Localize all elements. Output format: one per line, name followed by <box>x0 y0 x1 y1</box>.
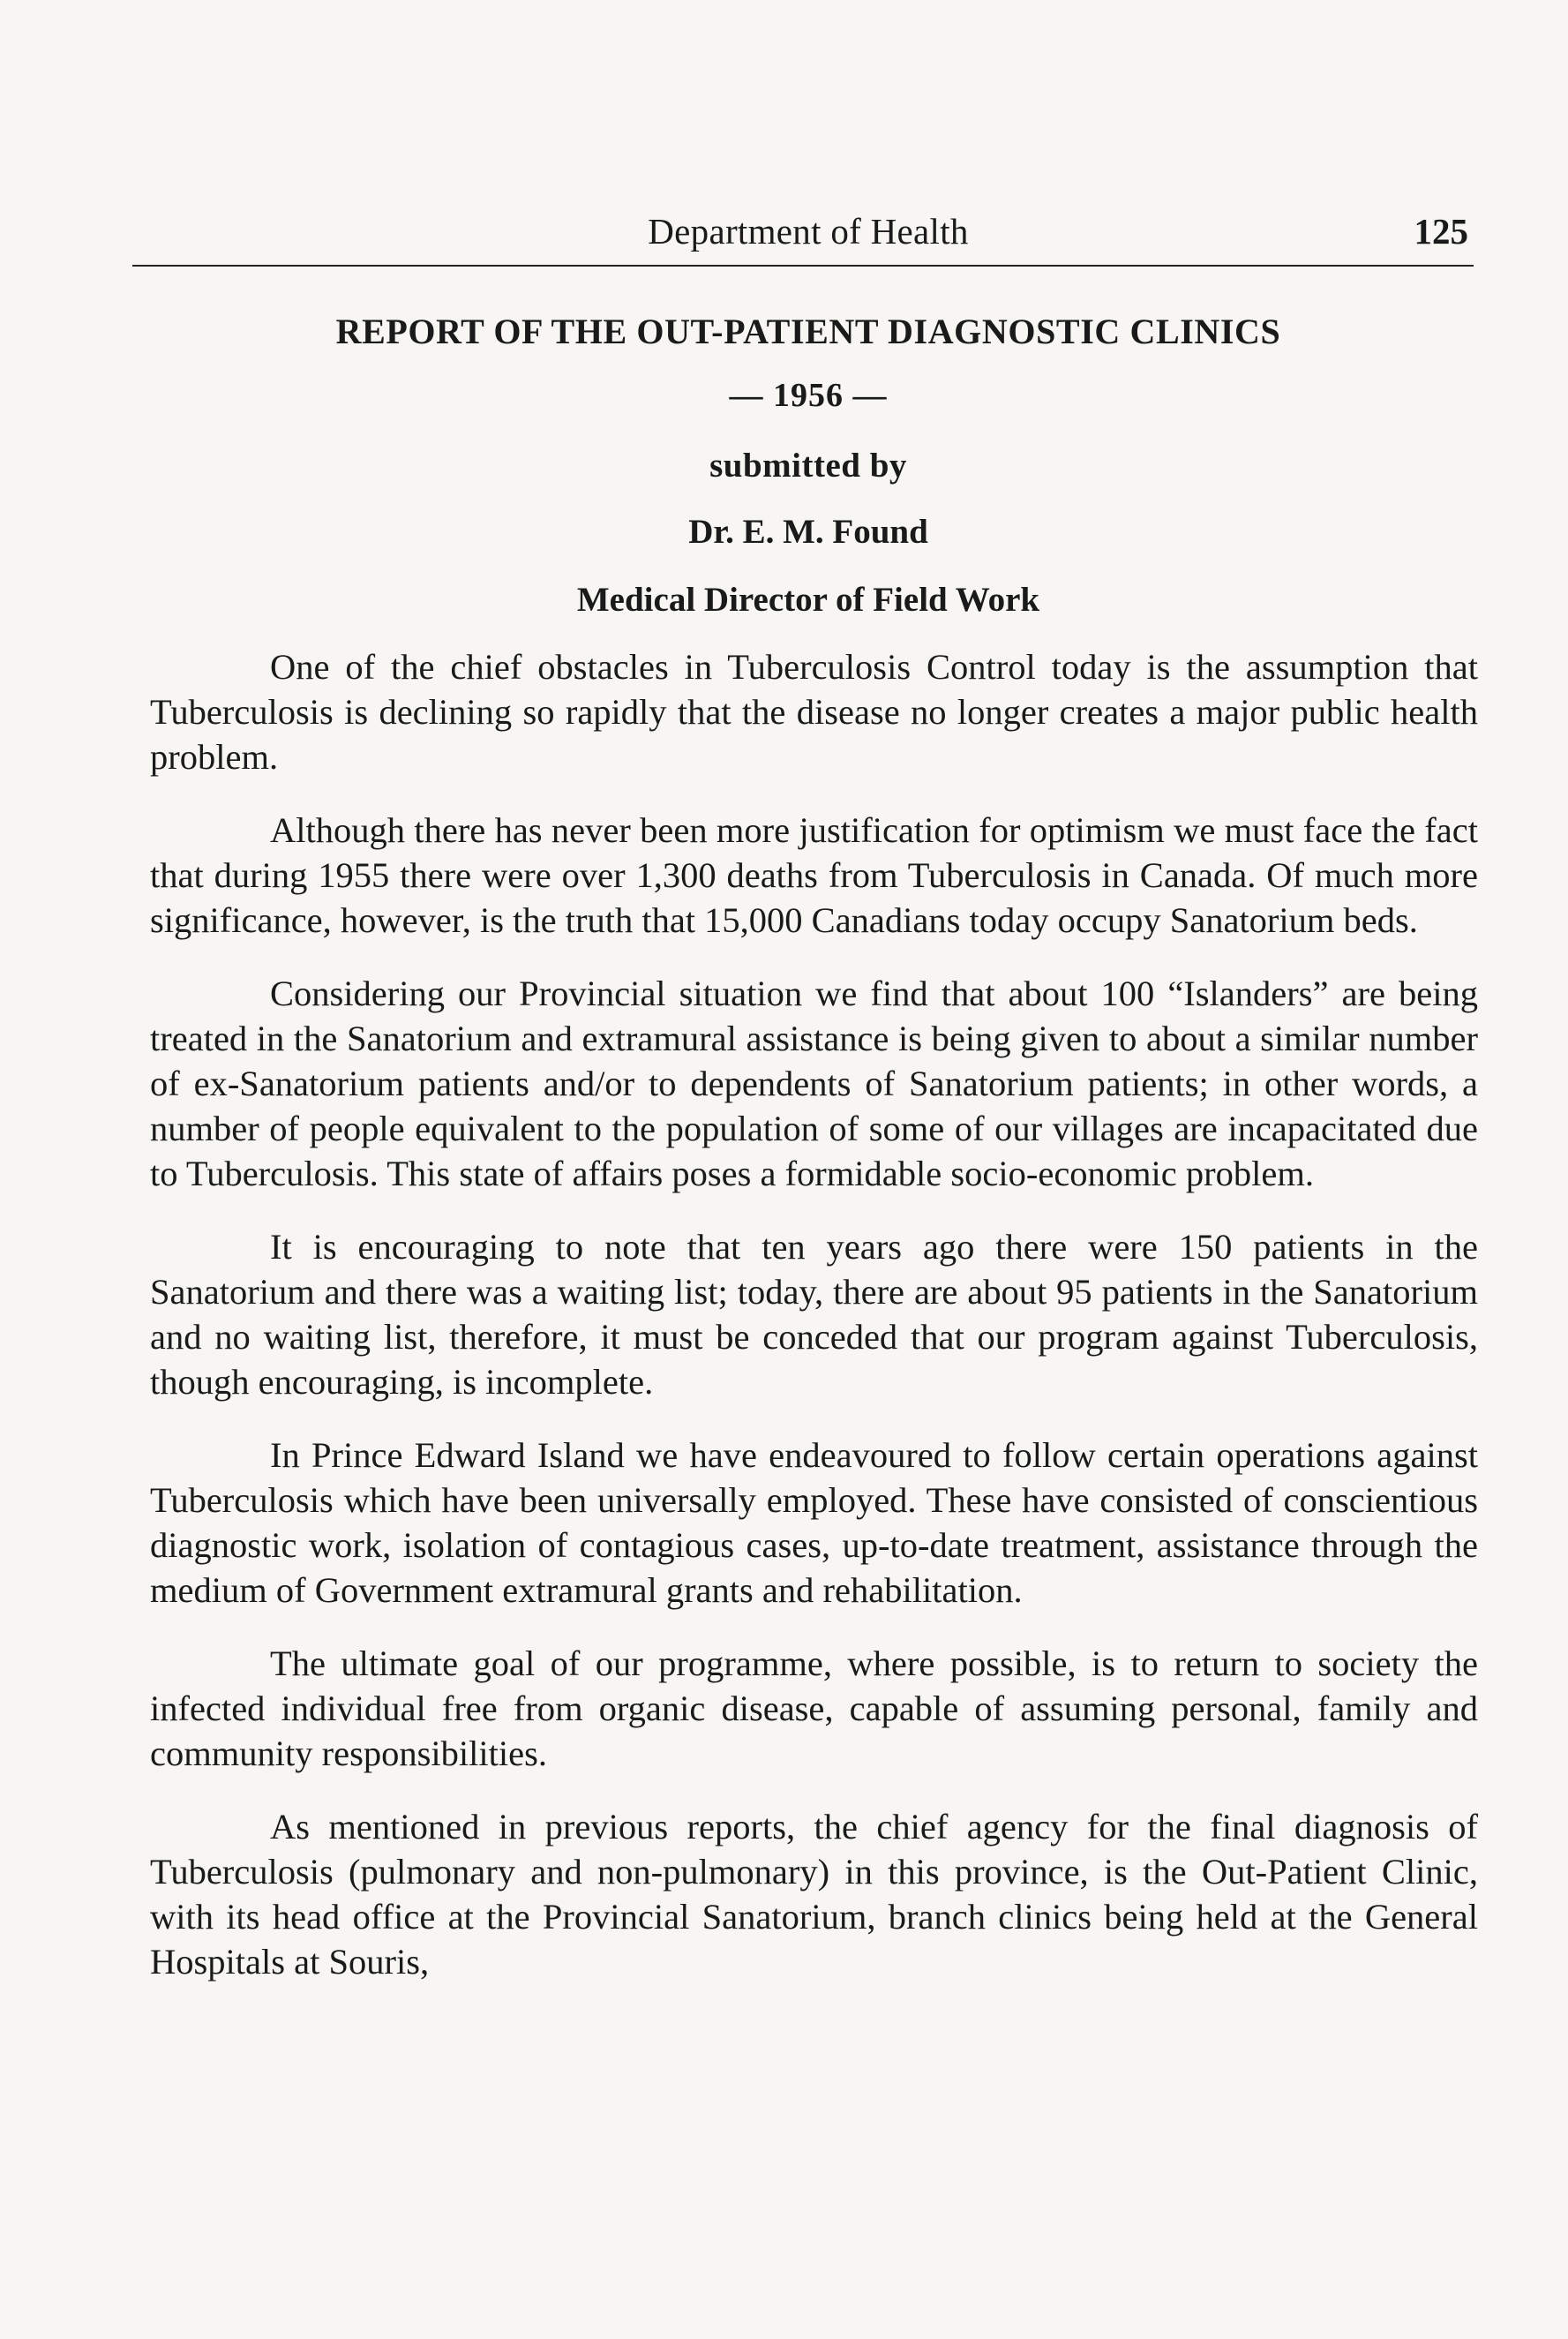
page-number: 125 <box>1414 211 1468 252</box>
paragraph: Considering our Provincial situation we find that about 100 “Islanders” are being treated in the Sanatorium and extramural assistance is being given to about a similar number of ex-Sanatorium patients and/or to dependents of Sanatorium patients; in other words, a number of people equivalent to the population of some of our villages are incapacitated due to Tuberculosis. This state of affairs poses a formidable socio-economic problem. <box>150 974 1478 1193</box>
author-role: Medical Director of Field Work <box>576 581 1040 619</box>
report-title: REPORT OF THE OUT-PATIENT DIAGNOSTIC CLINICS <box>335 312 1281 351</box>
paragraph: Although there has never been more justification for optimism we must face the fact that during 1955 there were over 1,300 deaths from Tuberculosis in Canada. Of much more significance, however, is the truth that 15,000 Canadians today occupy Sanatorium beds. <box>150 810 1478 940</box>
body-text <box>150 644 1478 2012</box>
header-rule <box>132 265 1474 267</box>
paragraph: As mentioned in previous reports, the chief agency for the final diagnosis of Tuberculosis (pulmonary and non-pulmonary) in this province, is the Out-Patient Clinic, with its head office at the Provincial Sanatorium, branch clinics being held at the General Hospitals at Souris, <box>150 1807 1478 1982</box>
paragraph: One of the chief obstacles in Tuberculosis Control today is the assumption that Tuberculosis is declining so rapidly that the disease no longer creates a major public health problem. <box>150 647 1478 777</box>
paragraph: The ultimate goal of our programme, where possible, is to return to society the infected individual free from organic disease, capable of assuming personal, family and community responsibilities. <box>150 1643 1478 1773</box>
paragraph: It is encouraging to note that ten years ago there were 150 patients in the Sanatorium and there was a waiting list; today, there are about 95 patients in the Sanatorium and no waiting list, therefore, it must be conceded that our program against Tuberculosis, though encouraging, is incomplete. <box>150 1227 1478 1402</box>
running-title: Department of Health <box>648 211 969 252</box>
report-year: — 1956 — <box>729 377 888 414</box>
submitted-by-label: submitted by <box>709 447 907 485</box>
running-header <box>141 210 1475 263</box>
author-name: Dr. E. M. Found <box>688 513 928 551</box>
paragraph: In Prince Edward Island we have endeavoured to follow certain operations against Tuberculosis which have been universally employed. These have consisted of conscientious diagnostic work, isolation of contagious cases, up-to-date treatment, assistance through the medium of Government extramural grants and rehabilitation. <box>150 1435 1478 1610</box>
